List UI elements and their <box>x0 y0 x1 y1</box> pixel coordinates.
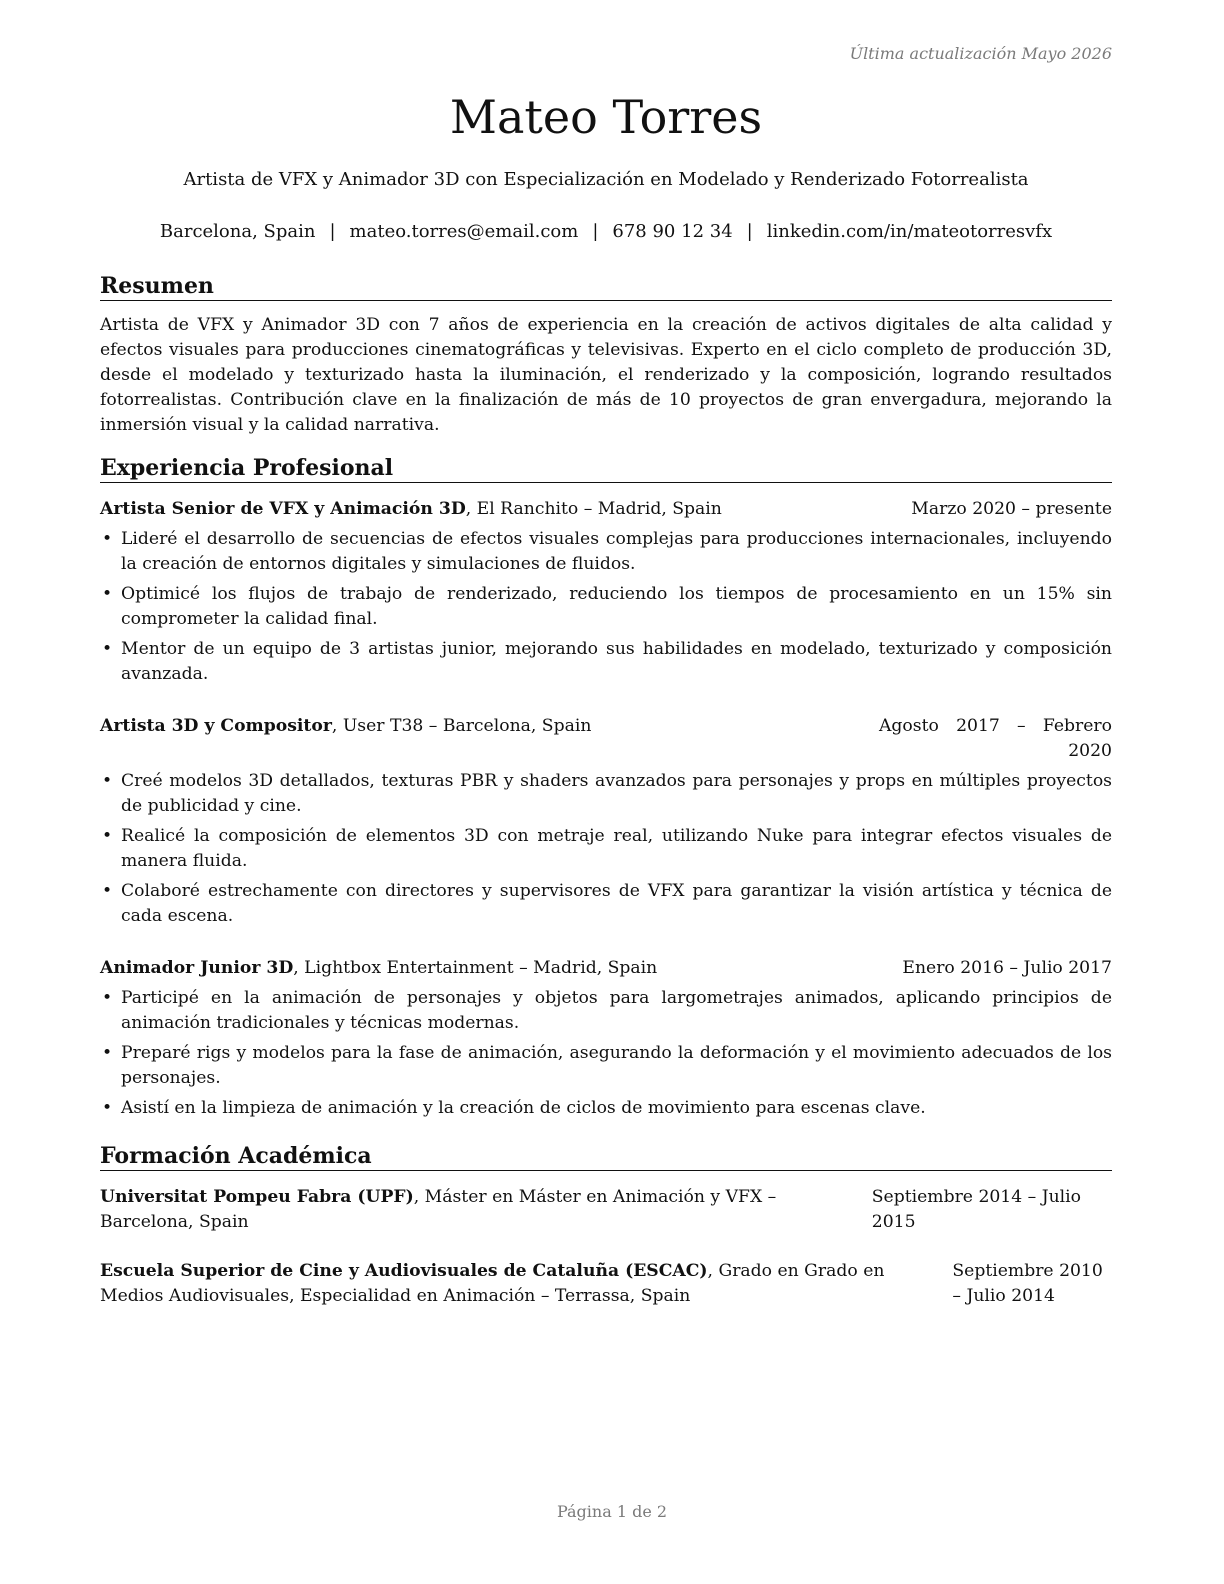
education-dates: Septiembre 2010 – Julio 2014 <box>952 1261 1103 1306</box>
job-bullets <box>100 769 1112 929</box>
job-role: Artista Senior de VFX y Animación 3D <box>100 499 466 519</box>
list-item <box>100 879 1112 929</box>
job-role: Animador Junior 3D <box>100 958 294 978</box>
list-item <box>100 527 1112 577</box>
contact-email[interactable]: mateo.torres@email.com <box>349 221 579 242</box>
education-dates: Septiembre 2014 – Julio 2015 <box>871 1187 1082 1232</box>
list-item <box>100 1041 1112 1091</box>
bullet-icon: • <box>102 826 113 846</box>
bullet-icon: • <box>102 639 113 659</box>
job-dates: Marzo 2020 – presente <box>911 499 1112 519</box>
candidate-name: Mateo Torres <box>449 90 763 144</box>
headline: Artista de VFX y Animador 3D con Especialización en Modelado y Renderizado Fotorrealista <box>183 169 1029 190</box>
list-item <box>100 824 1112 874</box>
education-heading: Formación Académica <box>100 1142 1112 1171</box>
job-bullets <box>100 527 1112 687</box>
job-company: , Lightbox Entertainment – Madrid, Spain <box>293 958 658 978</box>
bullet-icon: • <box>102 1043 113 1063</box>
job-header <box>100 497 1112 522</box>
job-header <box>100 714 1112 764</box>
job-role: Artista 3D y Compositor <box>100 716 332 736</box>
list-item <box>100 986 1112 1036</box>
job-entry <box>100 956 1112 1121</box>
list-item <box>100 637 1112 687</box>
job-company: , El Ranchito – Madrid, Spain <box>465 499 722 519</box>
education-entry <box>100 1259 1112 1309</box>
contact-separator: | <box>592 221 599 242</box>
job-dates: Enero 2016 – Julio 2017 <box>902 958 1112 978</box>
education-entry <box>100 1185 1112 1235</box>
list-item <box>100 582 1112 632</box>
education-school: Escuela Superior de Cine y Audiovisuales de Cataluña (ESCAC) <box>100 1261 708 1281</box>
bullet-icon: • <box>102 1098 113 1118</box>
bullet-text: Lideré el desarrollo de secuencias de efectos visuales complejas para producciones internacionales, incluyendo la creación de entornos digitales y simulaciones de fluidos. <box>121 529 1112 574</box>
bullet-text: Optimicé los flujos de trabajo de renderizado, reduciendo los tiempos de procesamiento en un 15% sin comprometer la calidad final. <box>121 584 1112 629</box>
bullet-text: Colaboré estrechamente con directores y supervisores de VFX para garantizar la visión artística y técnica de cada escena. <box>121 881 1112 926</box>
bullet-text: Asistí en la limpieza de animación y la creación de ciclos de movimiento para escenas clave. <box>121 1098 926 1118</box>
job-header <box>100 956 1112 981</box>
contact-separator: | <box>746 221 753 242</box>
list-item <box>100 1096 1112 1121</box>
bullet-icon: • <box>102 529 113 549</box>
job-entry <box>100 714 1112 929</box>
contact-separator: | <box>329 221 336 242</box>
education-detail: , Máster en Máster en Animación y VFX – Barcelona, Spain <box>100 1187 777 1232</box>
bullet-icon: • <box>102 988 113 1008</box>
education-detail: , Grado en Grado en Medios Audiovisuales, Especialidad en Animación – Terrassa, Spain <box>100 1261 885 1306</box>
bullet-text: Participé en la animación de personajes y objetos para largometrajes animados, aplicando principios de animación tradicionales y técnicas modernas. <box>121 988 1112 1033</box>
bullet-text: Creé modelos 3D detallados, texturas PBR y shaders avanzados para personajes y props en múltiples proyectos de publicidad y cine. <box>121 771 1112 816</box>
bullet-text: Preparé rigs y modelos para la fase de animación, asegurando la deformación y el movimiento adecuados de los personajes. <box>121 1043 1112 1088</box>
summary-heading: Resumen <box>100 272 1112 301</box>
contact-linkedin[interactable]: linkedin.com/in/mateotorresvfx <box>766 221 1053 242</box>
contact-line <box>100 220 1112 244</box>
experience-heading: Experiencia Profesional <box>100 454 1112 483</box>
job-dates: Agosto 2017 – Febrero 2020 <box>879 716 1112 761</box>
education-school: Universitat Pompeu Fabra (UPF) <box>100 1187 414 1207</box>
last-updated: Última actualización Mayo 2026 <box>849 44 1112 63</box>
summary-text: Artista de VFX y Animador 3D con 7 años de experiencia en la creación de activos digitales de alta calidad y efectos visuales para producciones cinematográficas y televisivas. Experto en el ciclo completo de producción 3D, desde el modelado y texturizado hasta la iluminación, el renderizado y la composición, logrando resultados fotorrealistas. Contribución clave en la finalización de más de 10 proyectos de gran envergadura, mejorando la inmersión visual y la calidad narrativa. <box>100 315 1112 435</box>
contact-phone: 678 90 12 34 <box>612 221 733 242</box>
job-company: , User T38 – Barcelona, Spain <box>331 716 592 736</box>
contact-location: Barcelona, Spain <box>159 221 316 242</box>
bullet-icon: • <box>102 771 113 791</box>
job-entry <box>100 497 1112 687</box>
bullet-icon: • <box>102 584 113 604</box>
bullet-text: Realicé la composición de elementos 3D con metraje real, utilizando Nuke para integrar efectos visuales de manera fluida. <box>121 826 1112 871</box>
page-number: Página 1 de 2 <box>556 1502 668 1521</box>
resume-content <box>100 272 1112 1309</box>
list-item <box>100 769 1112 819</box>
bullet-text: Mentor de un equipo de 3 artistas junior, mejorando sus habilidades en modelado, texturizado y composición avanzada. <box>121 639 1112 684</box>
job-bullets <box>100 986 1112 1121</box>
bullet-icon: • <box>102 881 113 901</box>
